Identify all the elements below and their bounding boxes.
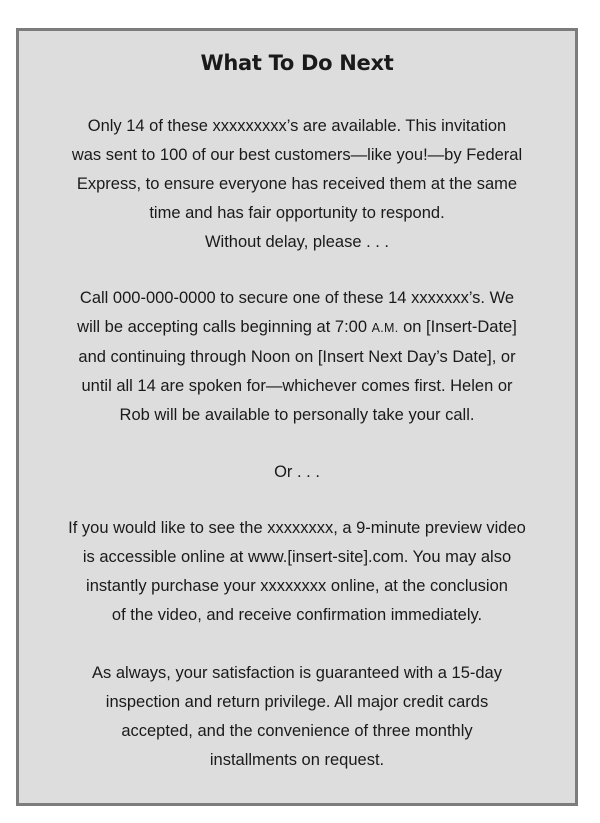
paragraph-line: Only 14 of these xxxxxxxxx’s are available. This invitation	[87, 117, 507, 135]
paragraph-line: is accessible online at www.[insert-site].com. You may also	[82, 548, 512, 566]
paragraph-line: As always, your satisfaction is guaranteed with a 15-day	[92, 664, 502, 682]
paragraph-line: until all 14 are spoken for—whichever comes first. Helen or	[81, 377, 513, 395]
paragraph-line: of the video, and receive confirmation immediately.	[111, 606, 483, 624]
call-instructions-paragraph	[19, 284, 575, 430]
paragraph-line: installments on request.	[209, 751, 385, 769]
paragraph-line	[19, 313, 575, 343]
paragraph-line: Call 000-000-0000 to secure one of these 14 xxxxxxx’s. We	[79, 289, 515, 307]
paragraph-line: Express, to ensure everyone has received them at the same	[76, 175, 518, 193]
what-to-do-next-panel	[16, 28, 578, 806]
paragraph-line: was sent to 100 of our best customers—like you!—by Federal	[71, 146, 523, 164]
paragraph-line: accepted, and the convenience of three monthly	[121, 722, 473, 740]
separator-text: Or . . .	[274, 463, 320, 481]
paragraph-line: inspection and return privilege. All major credit cards	[105, 693, 489, 711]
availability-paragraph	[19, 112, 575, 257]
panel-title: What To Do Next	[200, 51, 394, 75]
preview-video-paragraph	[19, 514, 575, 630]
am-small-caps: A.M.	[371, 321, 399, 335]
line-text: will be accepting calls beginning at 7:00	[77, 318, 372, 336]
paragraph-line: Without delay, please . . .	[204, 233, 390, 251]
paragraph-line: time and has fair opportunity to respond.	[149, 204, 445, 222]
paragraph-line: If you would like to see the xxxxxxxx, a 9-minute preview video	[68, 519, 526, 537]
line-text: on [Insert-Date]	[398, 318, 517, 336]
guarantee-paragraph	[19, 659, 575, 775]
paragraph-line: Rob will be available to personally take your call.	[119, 406, 475, 424]
or-separator	[19, 458, 575, 487]
paragraph-line: instantly purchase your xxxxxxxx online, at the conclusion	[86, 577, 508, 595]
paragraph-line: and continuing through Noon on [Insert Next Day’s Date], or	[78, 348, 516, 366]
